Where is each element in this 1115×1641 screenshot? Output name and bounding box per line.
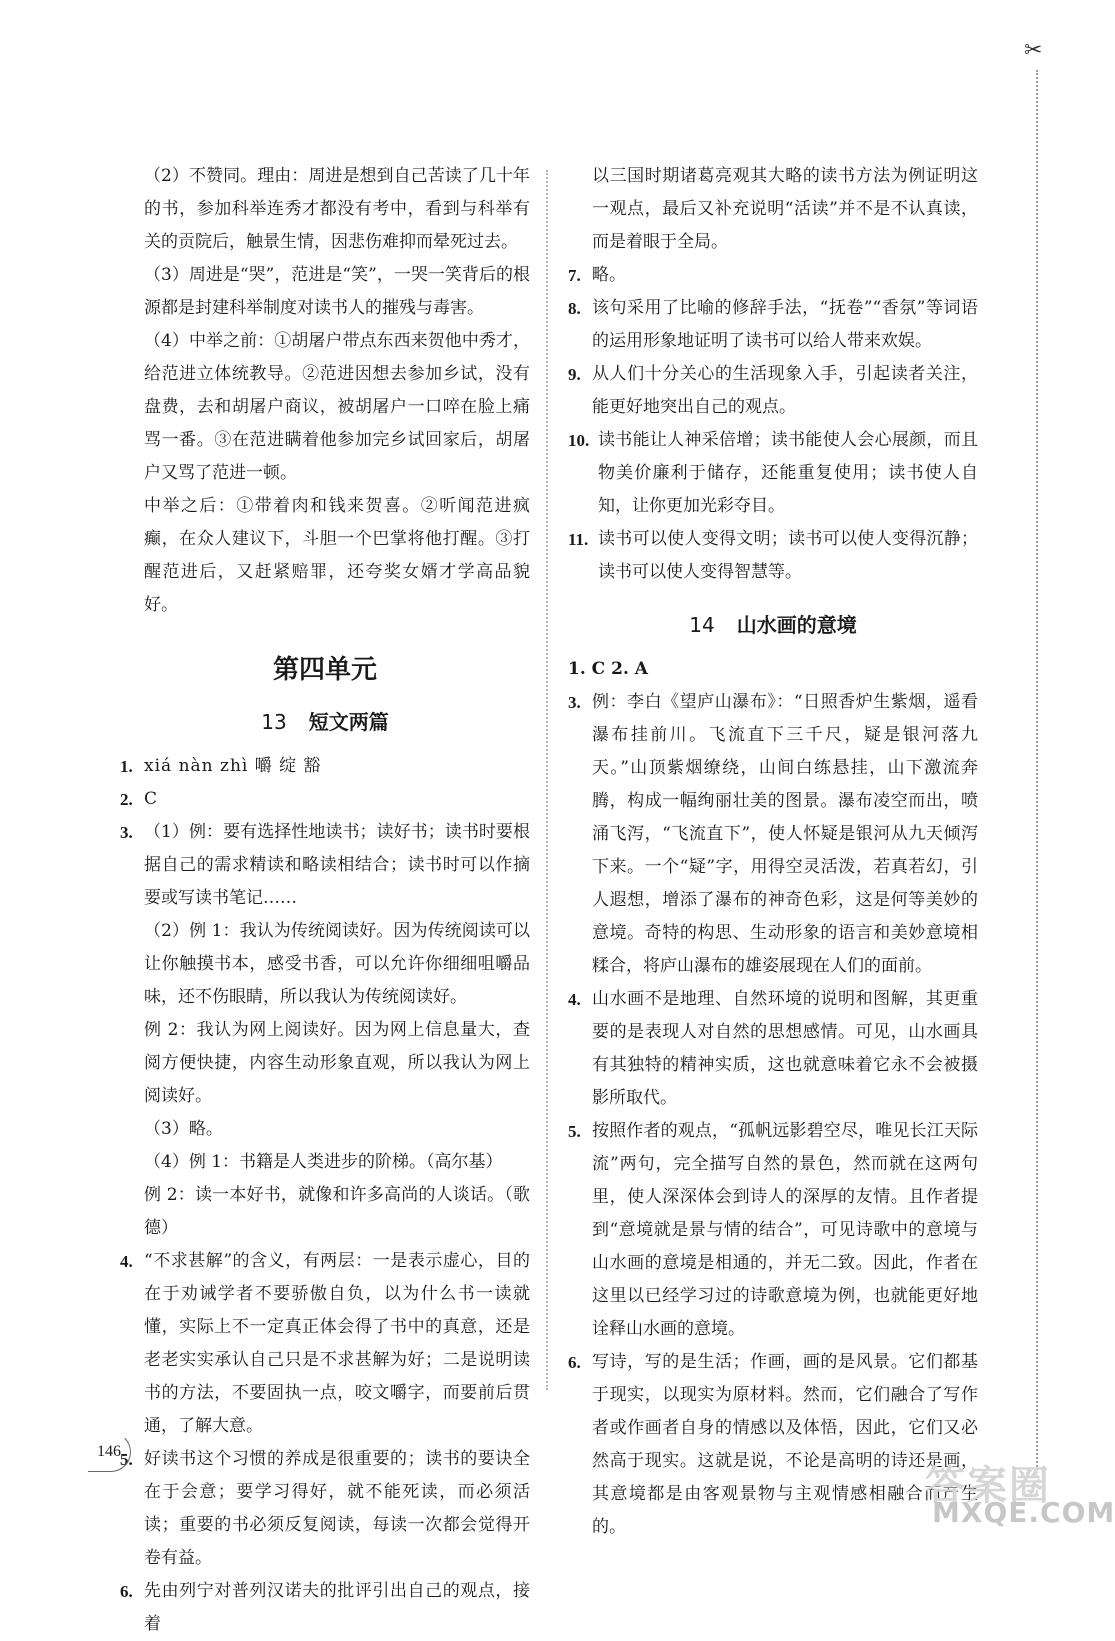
answer-text: 略。 xyxy=(592,265,626,285)
question-number: 9. xyxy=(568,365,581,384)
lesson-number: 13 xyxy=(261,710,287,734)
answer-text: （1）例：要有选择性地读书；读好书；读书时要根据自己的需求精读和略读相结合；读书时可以作摘要或写读书笔记…… xyxy=(144,822,530,908)
answer-text: 写诗，写的是生活；作画，画的是风景。它们都基于现实，以现实为原材料。然而，它们融合了写作者或作画者自身的情感以及体悟，因此，它们又必然高于现实。这就是说，不论是高明的诗还是画，其意境都是由客观景物与主观情感相融合而产生的。 xyxy=(592,1352,978,1537)
answer-paragraph: 1. C 2. A xyxy=(568,659,648,679)
question-item xyxy=(120,750,530,783)
answer-text: 从人们十分关心的生活现象入手，引起读者关注，能更好地突出自己的观点。 xyxy=(592,364,978,417)
question-number: 10. xyxy=(568,431,590,450)
question-number: 2. xyxy=(120,790,133,809)
answer-text: 先由列宁对普列汉诺夫的批评引出自己的观点，接着 xyxy=(144,1581,530,1634)
question-number: 3. xyxy=(568,693,581,712)
answer-text: 例：李白《望庐山瀑布》：“日照香炉生紫烟，遥看瀑布挂前川。飞流直下三千尺，疑是银河落九天。”山顶紫烟缭绕，山间白练悬挂，山下激流奔腾，构成一幅绚丽壮美的图景。瀑布凌空而出，喷涌飞泻，“飞流直下”，使人怀疑是银河从九天倾泻下来。一个“疑”字，用得空灵活泼，若真若幻，引人遐想，增添了瀑布的神奇色彩，这是何等美妙的意境。奇特的构思、生动形象的语言和美妙意境相糅合，将庐山瀑布的雄姿展现在人们的面前。 xyxy=(592,692,978,976)
scissors-icon: ✂ xyxy=(1024,38,1043,63)
lesson-number: 14 xyxy=(689,613,715,637)
right-column xyxy=(568,160,978,1544)
question-number: 1. xyxy=(120,757,133,776)
question-item xyxy=(120,1245,530,1443)
answer-text: 该句采用了比喻的修辞手法，“抚卷”“香氛”等词语的运用形象地证明了读书可以给人带来欢娱。 xyxy=(592,298,978,351)
answer-paragraph: （2）例 1：我认为传统阅读好。因为传统阅读可以让你触摸书本，感受书香，可以允许你细细咀嚼品味，还不伤眼睛，所以我认为传统阅读好。 xyxy=(144,921,530,1007)
answer-paragraph: 例 2：读一本好书，就像和许多高尚的人谈话。（歌德） xyxy=(144,1185,530,1238)
column-divider xyxy=(546,170,548,1390)
answer-paragraph: 以三国时期诸葛亮观其大略的读书方法为例证明这一观点，最后又补充说明“活读”并不是不认真读，而是着眼于全局。 xyxy=(592,166,978,252)
answer-text: “不求甚解”的含义，有两层：一是表示虚心，目的在于劝诫学者不要骄傲自负，以为什么书一读就懂，实际上不一定真正体会得了书中的真意，还是老老实实承认自己只是不求甚解为好；二是说明读书的方法，不要固执一点，咬文嚼字，而要前后贯通，了解大意。 xyxy=(144,1251,530,1436)
answer-paragraph: 中举之后：①带着肉和钱来贺喜。②听闻范进疯癫，在众人建议下，斗胆一个巴掌将他打醒。③打醒范进后，又赶紧赔罪，还夸奖女婿才学高品貌好。 xyxy=(144,496,530,615)
question-number: 6. xyxy=(120,1582,133,1601)
lesson-title xyxy=(568,607,978,643)
answer-paragraph: （2）不赞同。理由：周进是想到自己苦读了几十年的书，参加科举连秀才都没有考中，看到与科举有关的贡院后，触景生情，因悲伤难抑而晕死过去。 xyxy=(144,166,530,252)
question-number: 4. xyxy=(568,990,581,1009)
answer-text: 读书可以使人变得文明；读书可以使人变得沉静；读书可以使人变得智慧等。 xyxy=(598,529,978,582)
question-item xyxy=(120,783,530,816)
question-item xyxy=(568,523,978,589)
cut-line xyxy=(1036,70,1038,1470)
question-number: 5. xyxy=(120,1450,133,1469)
question-item xyxy=(568,358,978,424)
unit-title: 第四单元 xyxy=(272,655,377,685)
answer-paragraph: 例 2：我认为网上阅读好。因为网上信息量大，查阅方便快捷，内容生动形象直观，所以我认为网上阅读好。 xyxy=(144,1020,530,1106)
answer-text: 按照作者的观点，“孤帆远影碧空尽，唯见长江天际流”两句，完全描写自然的景色，然而就在这两句里，使人深深体会到诗人的深厚的友情。且作者提到“意境就是景与情的结合”，可见诗歌中的意境与山水画的意境是相通的，并无二致。因此，作者在这里以已经学习过的诗歌意境为例，也就能更好地诠释山水画的意境。 xyxy=(592,1121,978,1339)
watermark-site: MXQE.COM xyxy=(932,1496,1115,1529)
answer-paragraph: （4）例 1：书籍是人类进步的阶梯。（高尔基） xyxy=(144,1152,503,1172)
answer-paragraph: （4）中举之前：①胡屠户带点东西来贺他中秀才，给范进立体统教导。②范进因想去参加乡试，没有盘费，去和胡屠户商议，被胡屠户一口啐在脸上痛骂一番。③在范进瞒着他参加完乡试回家后，胡屠户又骂了范进一顿。 xyxy=(144,331,530,483)
lesson-name: 山水画的意境 xyxy=(736,613,857,637)
page-number: 146 xyxy=(88,1432,131,1472)
question-item xyxy=(568,292,978,358)
answer-paragraph: （3）略。 xyxy=(144,1119,223,1139)
question-item xyxy=(120,1443,530,1575)
left-column xyxy=(120,160,530,1641)
answer-text: xiá nàn zhì 嚼 绽 豁 xyxy=(144,756,322,776)
question-number: 8. xyxy=(568,299,581,318)
question-item xyxy=(568,424,978,523)
question-number: 5. xyxy=(568,1122,581,1141)
question-number: 7. xyxy=(568,266,581,285)
lesson-name: 短文两篇 xyxy=(308,710,389,734)
question-number: 4. xyxy=(120,1252,133,1271)
answer-text: 好读书这个习惯的养成是很重要的；读书的要诀全在于会意；要学习得好，就不能死读，而必须活读；重要的书必须反复阅读，每读一次都会觉得开卷有益。 xyxy=(144,1449,530,1568)
answer-paragraph: （3）周进是“哭”，范进是“笑”，一哭一笑背后的根源都是封建科举制度对读书人的摧残与毒害。 xyxy=(144,265,530,318)
question-item xyxy=(120,816,530,915)
answer-text: 山水画不是地理、自然环境的说明和图解，其更重要的是表现人对自然的思想感情。可见，山水画具有其独特的精神实质，这也就意味着它永不会被摄影所取代。 xyxy=(592,989,978,1108)
question-item xyxy=(568,983,978,1115)
question-item xyxy=(568,1346,978,1544)
question-item xyxy=(568,1115,978,1346)
lesson-title xyxy=(120,704,530,740)
answer-text: 读书能让人神采倍增；读书能使人会心展颜，而且物美价廉利于储存，还能重复使用；读书使人自知，让你更加光彩夺目。 xyxy=(598,430,978,516)
watermark-title: 答案圈 xyxy=(925,1463,1051,1509)
question-item xyxy=(568,686,978,983)
question-number: 11. xyxy=(568,530,589,549)
question-item xyxy=(568,259,978,292)
question-item xyxy=(120,1575,530,1641)
question-number: 3. xyxy=(120,823,133,842)
answer-text: C xyxy=(144,789,158,809)
question-number: 6. xyxy=(568,1353,581,1372)
